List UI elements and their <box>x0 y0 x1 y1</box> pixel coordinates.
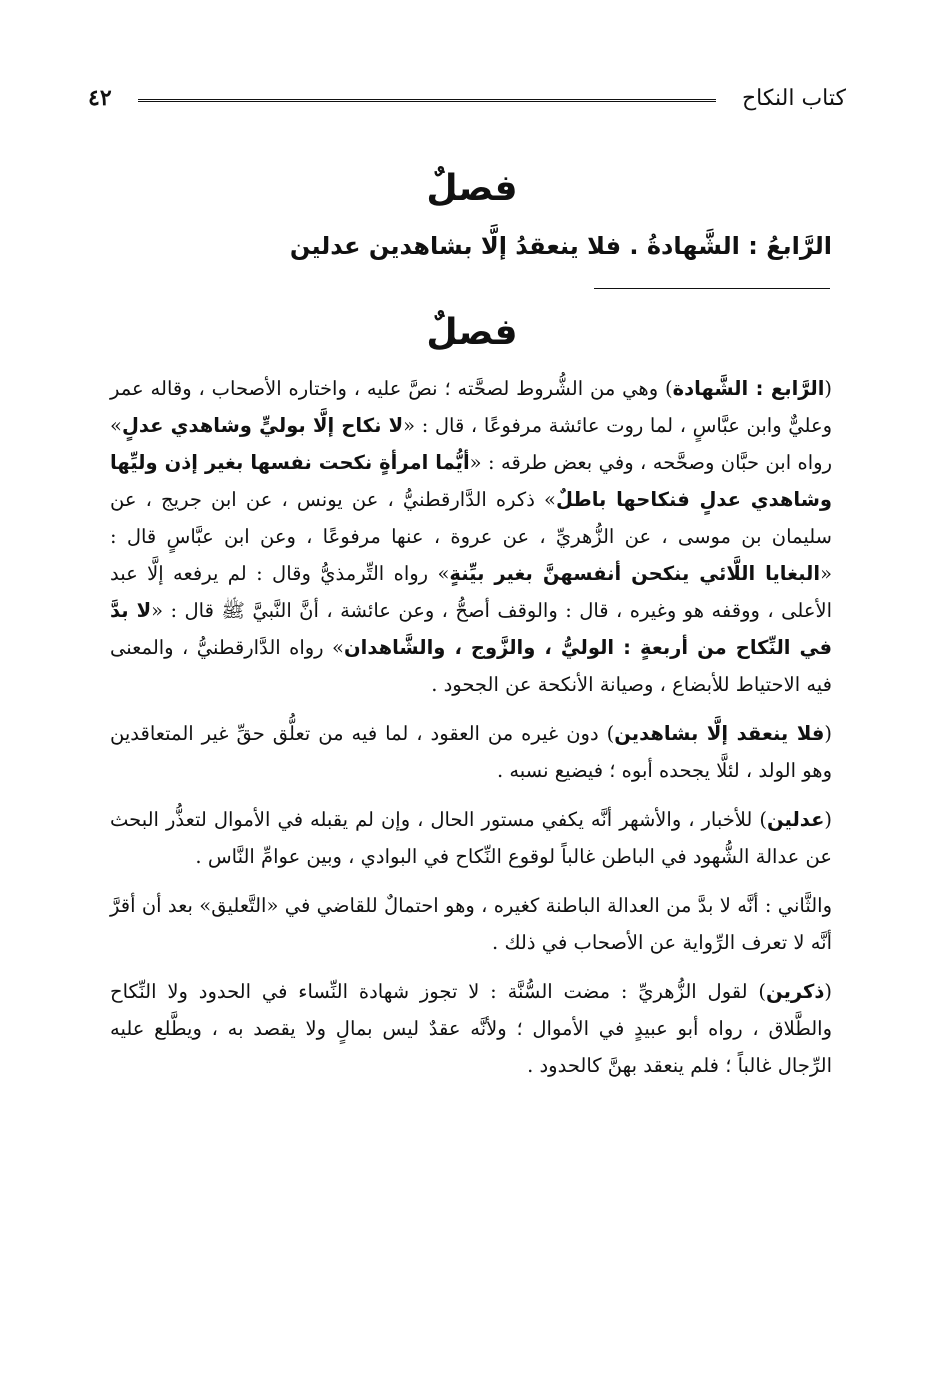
commentary-body <box>110 370 832 1096</box>
matn-quote: فلا ينعقد إلَّا بشاهدين <box>614 722 825 745</box>
paragraph-4 <box>110 887 832 961</box>
text-run: والثَّاني : أنَّه لا بدَّ من العدالة الباطنة كغيره ، وهو احتمالٌ للقاضي في «التَّعليق» بعد أن أقرَّ أنَّه لا تعرف الرِّواية عن الأصحاب في ذلك . <box>110 894 832 954</box>
text-run: ( <box>824 980 832 1003</box>
page-number: ٤٢ <box>88 85 112 111</box>
matn-text: الرَّابعُ : الشَّهادةُ . فلا ينعقدُ إلَّا بشاهدين عدلين <box>289 232 832 260</box>
page-header <box>88 78 846 118</box>
header-rule <box>138 99 716 102</box>
book-title: كتاب النكاح <box>741 85 846 111</box>
text-run: » رواه الدَّارقطنيُّ ، والمعنى فيه الاحتياط للأبضاع ، وصيانة الأنكحة عن الجحود . <box>110 636 832 696</box>
section-heading-1: فصلٌ <box>426 168 518 209</box>
hadith-quote: البغايا اللَّائي ينكحن أنفسهنَّ بغير بيِّنةٍ <box>449 562 821 585</box>
paragraph-1 <box>110 370 832 703</box>
matn-quote: عدلين <box>766 808 825 831</box>
paragraph-3 <box>110 801 832 875</box>
matn-quote: ذكرين <box>766 980 825 1003</box>
hadith-quote: أيُّما امرأةٍ نكحت نفسها بغير إذن وليِّها وشاهدي عدلٍ فنكاحها باطلٌ <box>110 451 832 511</box>
text-run: ( <box>824 808 832 831</box>
text-run: » رواه ابن حبَّان وصحَّحه ، وفي بعض طرقه : « <box>110 414 832 474</box>
text-run: ) دون غيره من العقود ، لما فيه من تعلُّق حقِّ غير المتعاقدين وهو الولد ، لئلَّا يجحده أبوه ؛ فيضيع نسبه . <box>110 722 832 782</box>
text-run: » رواه التِّرمذيُّ وقال : لم يرفعه إلَّا عبد الأعلى ، ووقفه هو وغيره ، قال : والوقف أصحُّ ، وعن عائشة ، أنَّ النَّبيَّ ﷺ قال : « <box>110 562 832 622</box>
text-run: ) لقول الزُّهريِّ : مضت السُّنَّة : لا تجوز شهادة النِّساء في الحدود ولا النِّكاح والطَّلاق ، رواه أبو عبيدٍ في الأموال ؛ ولأنَّه عقدٌ ليس بمالٍ ولا يقصد به ، ويطَّلع عليه الرِّجال غالباً ؛ فلم ينعقد بهنَّ كالحدود . <box>110 980 832 1077</box>
text-run: ) للأخبار ، والأشهر أنَّه يكفي مستور الحال ، وإن لم يقبله في الأموال لتعذُّر البحث عن عدالة الشُّهود في الباطن غالباً لوقوع النِّكاح في البوادي ، وبين عوامِّ النَّاس . <box>110 808 832 868</box>
text-run: ( <box>824 722 832 745</box>
matn-quote: الرَّابع : الشَّهادة <box>672 377 825 400</box>
hadith-quote: لا بدَّ في النِّكاح من أربعةٍ : الوليُّ ، والزَّوج ، والشَّاهدان <box>110 599 832 659</box>
matn-separator <box>594 288 830 289</box>
hadith-quote: لا نكاح إلَّا بوليٍّ وشاهدي عدلٍ <box>121 414 404 437</box>
paragraph-2 <box>110 715 832 789</box>
section-heading-2: فصلٌ <box>426 312 518 353</box>
text-run: ) وهي من الشُّروط لصحَّته ؛ نصَّ عليه ، واختاره الأصحاب ، وقاله عمر وعليٌّ وابن عبَّاسٍ ، لما روت عائشة مرفوعًا ، قال : « <box>110 377 832 437</box>
text-run: » ذكره الدَّارقطنيُّ ، عن يونس ، عن ابن جريج ، عن سليمان بن موسى ، عن الزُّهريِّ ، عن عروة ، عنها مرفوعًا ، وعن ابن عبَّاسٍ قال : « <box>110 488 832 585</box>
paragraph-5 <box>110 973 832 1084</box>
text-run: ( <box>824 377 832 400</box>
